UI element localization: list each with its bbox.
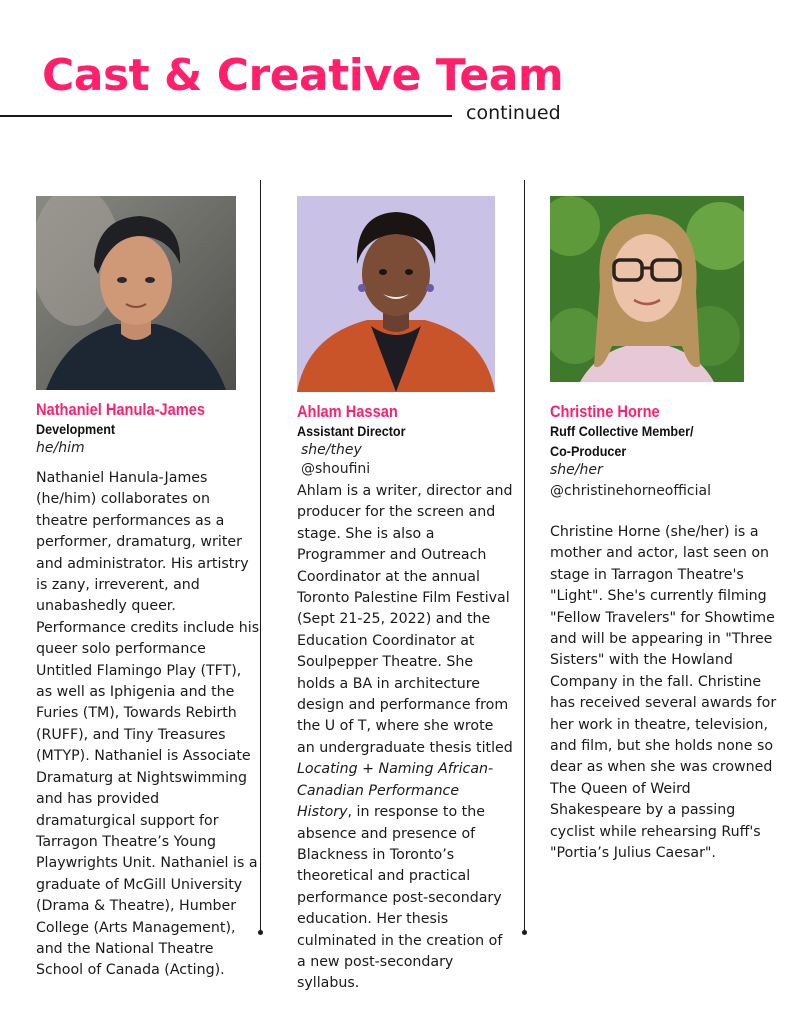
member-role: Ruff Collective Member/ Co-Producer <box>550 423 694 459</box>
member-name: Ahlam Hassan <box>297 402 398 421</box>
member-card-christine <box>550 196 782 865</box>
headshot-ahlam <box>297 196 495 392</box>
member-pronouns: she/her <box>550 462 603 478</box>
column-divider-left <box>260 180 261 932</box>
member-bio: Ahlam is a writer, director and producer for the screen and stage. She is also a Programmer and Outreach Coordinator at the annual Toronto Palestine Film Festival (Sept 21-25, 2022) and the Education Coordinator at Soulpepper Theatre. She holds a BA in architecture design and performance from the U of T, where she wrote an undergraduate thesis titled Locating + Naming African-Canadian Performance History, in response to the absence and presence of Blackness in Toronto’s theoretical and practical performance post-secondary education. Her thesis culminated in the creation of a new post-secondary syllabus. <box>297 483 513 992</box>
member-card-ahlam <box>297 196 515 995</box>
member-pronouns: she/they <box>301 442 362 458</box>
member-pronouns: he/him <box>36 440 85 456</box>
member-name: Christine Horne <box>550 402 660 421</box>
headshot-christine <box>550 196 744 382</box>
member-bio: Nathaniel Hanula-James (he/him) collaborates on theatre performances as a performer, dramaturg, writer and administrator. His artistry is zany, irreverent, and unabashedly queer. Performance credits include his queer solo performance Untitled Flamingo Play (TFT), as well as Iphigenia and the Furies (TM), Towards Rebirth (RUFF), and Tiny Treasures (MTYP). Nathaniel is Associate Dramaturg at Nightswimming and has provided dramaturgical support for Tarragon Theatre’s Young Playwrights Unit. Nathaniel is a graduate of McGill University (Drama & Theatre), Humber College (Arts Management), and the National Theatre School of Canada (Acting). <box>36 470 260 979</box>
member-handle: @shoufini <box>301 461 371 477</box>
member-card-nathaniel <box>36 196 260 982</box>
member-name: Nathaniel Hanula-James <box>36 400 206 419</box>
member-bio: Christine Horne (she/her) is a mother and actor, last seen on stage in Tarragon Theatre's "Light". She's currently filming "Fellow Travelers" for Showtime and will be appearing in "Three Sisters" with the Howland Company in the fall. Christine has received several awards for her work in theatre, television, and film, but she holds none so dear as when she was crowned The Queen of Weird Shakespeare by a passing cyclist while rehearsing Ruff's "Portia’s Julius Caesar". <box>550 524 777 862</box>
header-rule <box>0 115 452 117</box>
page-title: Cast & Creative Team <box>42 50 564 101</box>
member-role: Assistant Director <box>297 423 406 439</box>
headshot-nathaniel <box>36 196 236 390</box>
page-subtitle: continued <box>466 102 561 124</box>
column-divider-right <box>524 180 525 932</box>
member-handle: @christinehorneofficial <box>550 483 711 499</box>
member-role: Development <box>36 421 116 437</box>
